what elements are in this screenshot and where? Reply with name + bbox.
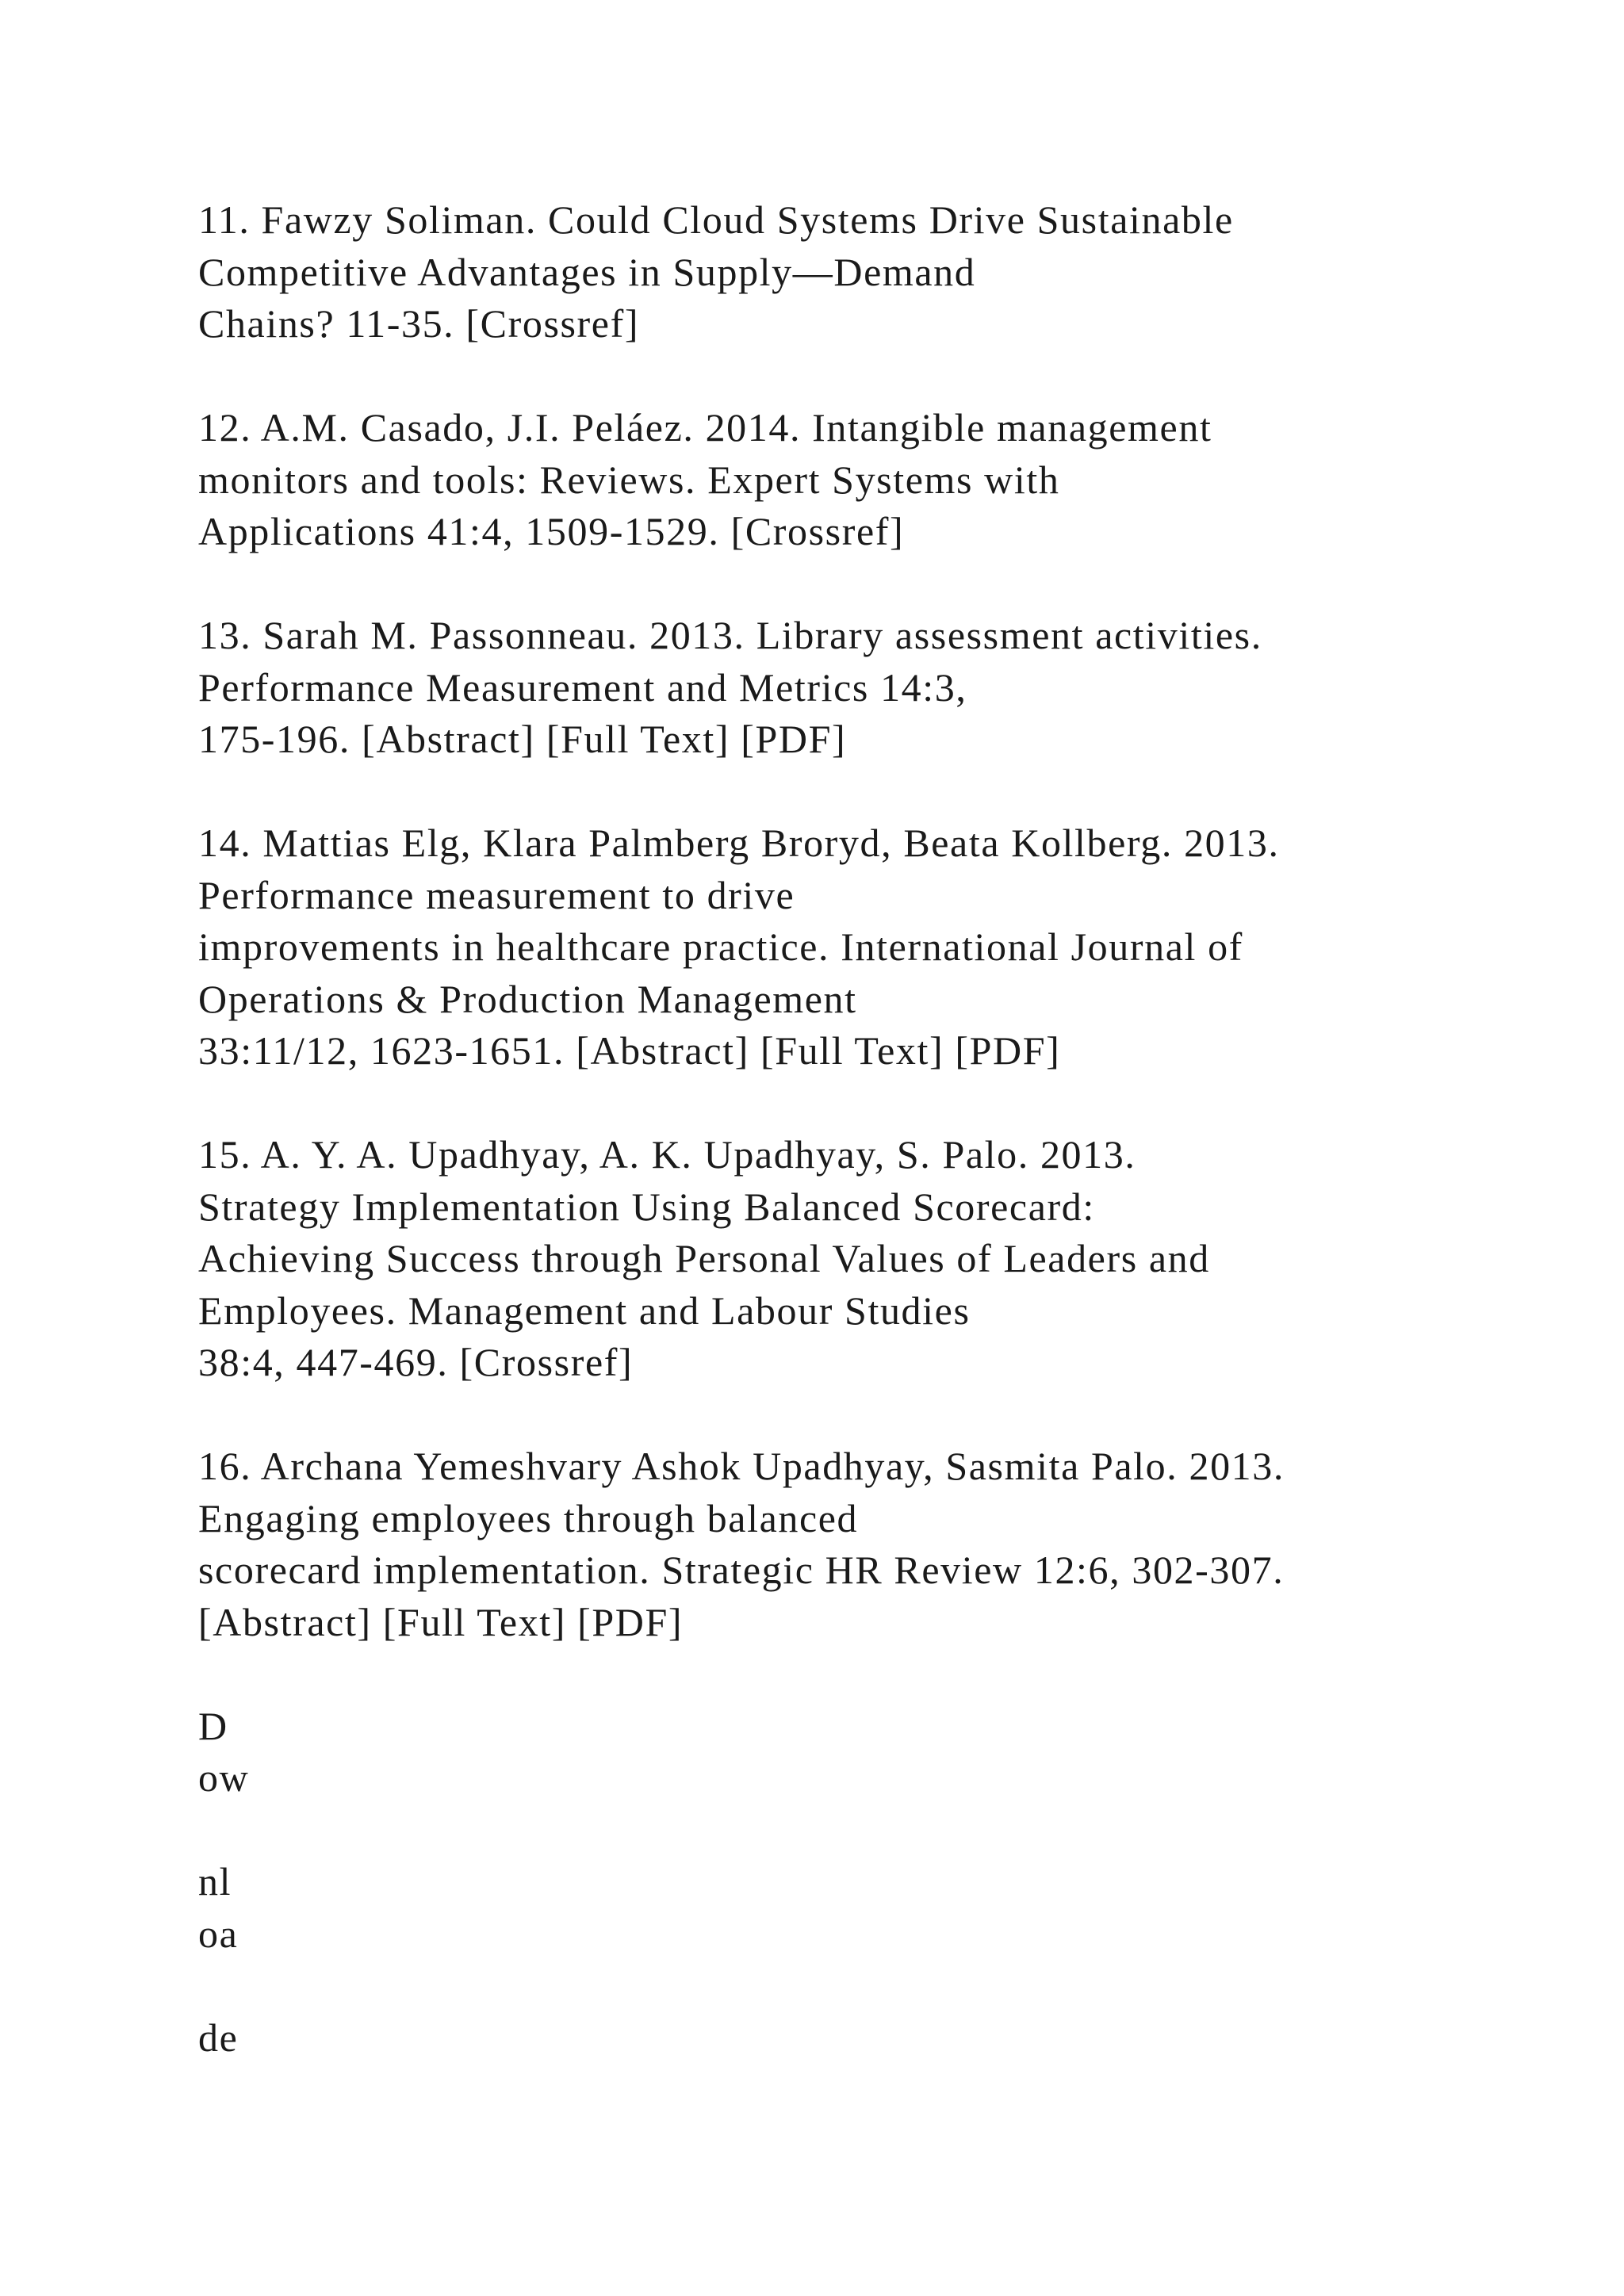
full-text-link[interactable]: [Full Text]	[382, 1599, 567, 1644]
reference-text: 175-196.	[198, 717, 362, 761]
reference-line	[198, 610, 1594, 662]
reference-text: Strategy Implementation Using Balanced Scorecard:	[198, 1184, 1095, 1229]
reference-line	[198, 1493, 1594, 1545]
reference-entry	[198, 1129, 1594, 1389]
reference-line	[198, 454, 1594, 507]
reference-text: 11. Fawzy Soliman. Could Cloud Systems Drive Sustainable	[198, 197, 1234, 242]
reference-text: Employees. Management and Labour Studies	[198, 1288, 971, 1333]
abstract-link[interactable]: [Abstract]	[576, 1028, 749, 1073]
reference-text: Performance measurement to drive	[198, 872, 795, 917]
reference-line	[198, 1337, 1594, 1389]
reference-line	[198, 1129, 1594, 1181]
reference-line	[198, 1181, 1594, 1234]
reference-text	[535, 717, 546, 761]
reference-text: Engaging employees through balanced	[198, 1495, 859, 1540]
pdf-link[interactable]: [PDF]	[741, 717, 847, 761]
reference-text	[730, 717, 741, 761]
pdf-link[interactable]: [PDF]	[577, 1599, 684, 1644]
reference-line	[198, 817, 1594, 870]
reference-entry	[198, 817, 1594, 1077]
crossref-link[interactable]: [Crossref]	[730, 509, 905, 553]
abstract-link[interactable]: [Abstract]	[362, 717, 535, 761]
reference-text: monitors and tools: Reviews. Expert Systems with	[198, 457, 1060, 502]
reference-line	[198, 662, 1594, 714]
download-watermark-fragment: nl	[198, 1859, 232, 1904]
fragment-gap	[198, 1960, 1594, 2012]
crossref-link[interactable]: [Crossref]	[465, 301, 640, 346]
reference-text: 16. Archana Yemeshvary Ashok Upadhyay, Sasmita Palo. 2013.	[198, 1444, 1285, 1488]
reference-text	[749, 1028, 760, 1073]
reference-entry	[198, 1441, 1594, 1648]
reference-text: Chains? 11-35.	[198, 301, 466, 346]
reference-text: improvements in healthcare practice. International Journal of	[198, 924, 1243, 969]
reference-line	[198, 921, 1594, 974]
reference-list	[198, 194, 1594, 2064]
reference-text: Applications 41:4, 1509-1529.	[198, 509, 731, 553]
reference-line	[198, 1285, 1594, 1337]
reference-text: Operations & Production Management	[198, 976, 857, 1021]
reference-text: 14. Mattias Elg, Klara Palmberg Broryd, Beata Kollberg. 2013.	[198, 821, 1280, 865]
reference-entry	[198, 194, 1594, 350]
reference-entry	[198, 402, 1594, 558]
fragment-gap	[198, 1804, 1594, 1857]
reference-line	[198, 506, 1594, 558]
reference-text	[372, 1600, 383, 1644]
reference-line	[198, 247, 1594, 299]
reference-line	[198, 298, 1594, 350]
reference-text: Achieving Success through Personal Values of Leaders and	[198, 1236, 1210, 1280]
reference-text: 12. A.M. Casado, J.I. Peláez. 2014. Intangible management	[198, 405, 1212, 450]
reference-text: 38:4, 447-469.	[198, 1340, 460, 1384]
reference-line	[198, 1544, 1594, 1597]
reference-text: 15. A. Y. A. Upadhyay, A. K. Upadhyay, S. Palo. 2013.	[198, 1132, 1136, 1177]
reference-text: Performance Measurement and Metrics 14:3,	[198, 664, 967, 710]
reference-line	[198, 974, 1594, 1026]
download-watermark-fragment: oa	[198, 1911, 239, 1956]
reference-entry	[198, 610, 1594, 766]
download-watermark-fragment: D	[198, 1703, 228, 1748]
reference-text	[944, 1028, 955, 1073]
pdf-link[interactable]: [PDF]	[955, 1028, 1061, 1073]
crossref-link[interactable]: [Crossref]	[459, 1340, 634, 1384]
reference-line	[198, 714, 1594, 766]
reference-text: scorecard implementation. Strategic HR Review 12:6, 302-307.	[198, 1548, 1285, 1592]
reference-line	[198, 1597, 1594, 1649]
reference-line	[198, 870, 1594, 922]
full-text-link[interactable]: [Full Text]	[546, 717, 730, 761]
full-text-link[interactable]: [Full Text]	[760, 1028, 944, 1073]
reference-line	[198, 1441, 1594, 1493]
reference-line	[198, 1233, 1594, 1285]
reference-text: Competitive Advantages in Supply—Demand	[198, 249, 976, 294]
download-watermark-fragment: de	[198, 2015, 239, 2060]
download-watermark-fragment: ow	[198, 1755, 250, 1800]
reference-line	[198, 1025, 1594, 1077]
abstract-link[interactable]: [Abstract]	[198, 1599, 372, 1644]
reference-text: 13. Sarah M. Passonneau. 2013. Library assessment activities.	[198, 613, 1262, 657]
reference-line	[198, 402, 1594, 454]
reference-text: 33:11/12, 1623-1651.	[198, 1028, 576, 1073]
reference-text	[566, 1600, 577, 1644]
reference-line	[198, 194, 1594, 247]
